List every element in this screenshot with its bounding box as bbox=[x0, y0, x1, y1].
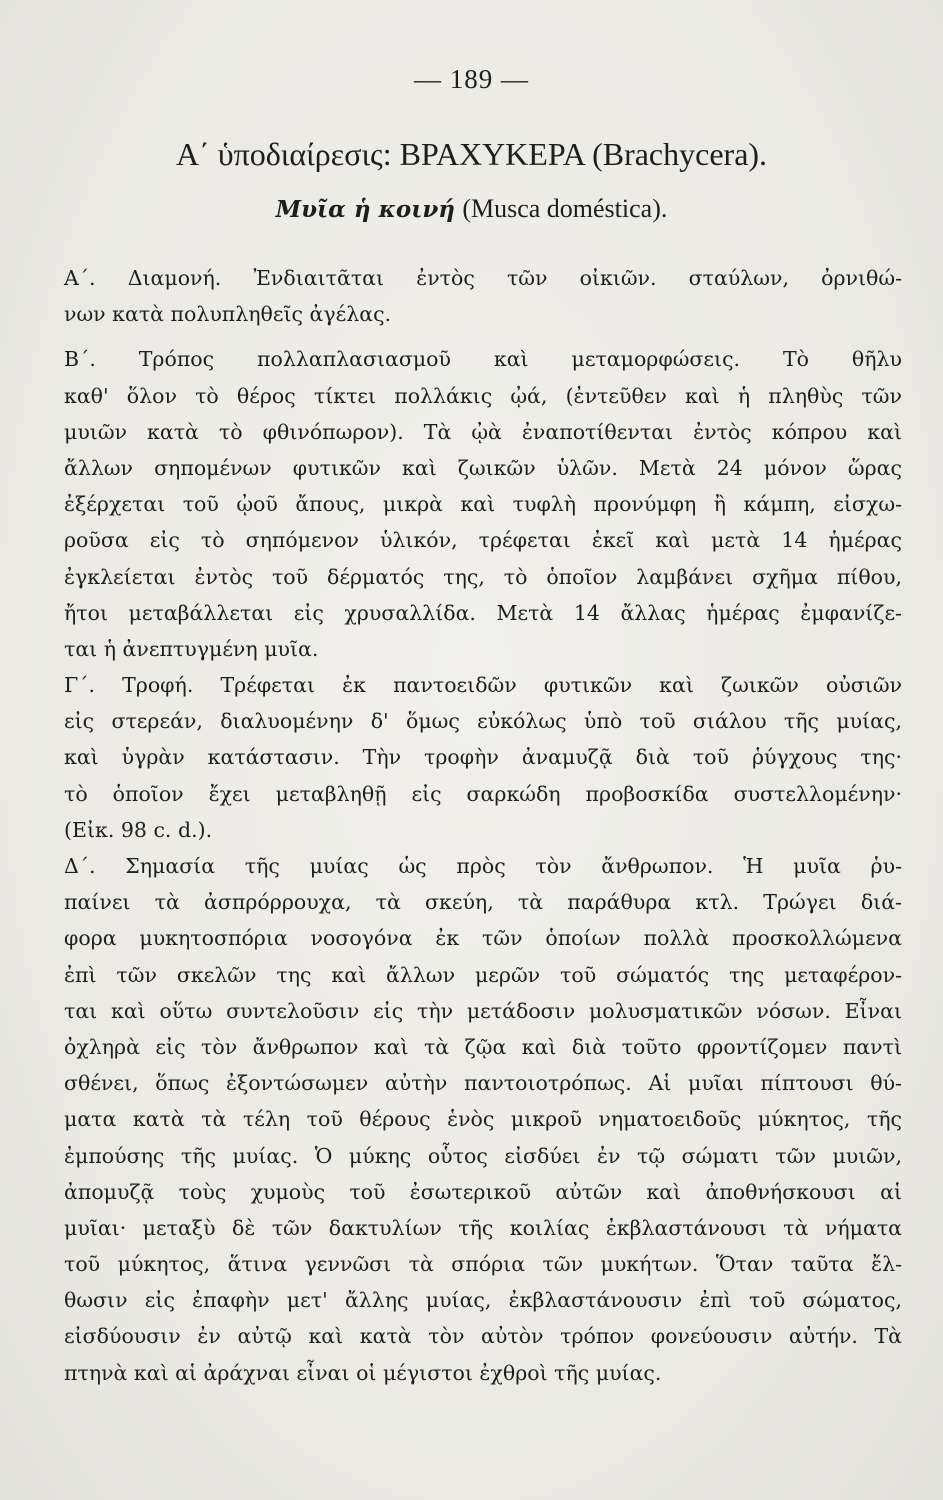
text-line: (Εἰκ. 98 c. d.). bbox=[64, 817, 213, 842]
text-line: Γ΄. Τροφή. Τρέφεται ἐκ παντοειδῶν φυτικῶν καὶ ζωικῶν οὐσιῶν bbox=[64, 673, 902, 698]
text-line: τὸ ὁποῖον ἔχει μεταβληθῇ εἰς σαρκώδη προβοσκίδα συστελλομένην· bbox=[64, 781, 902, 806]
text-line: εἰς στερεάν, διαλυομένην δ' ὅμως εὐκόλως ὑπὸ τοῦ σιάλου τῆς μυίας, bbox=[64, 709, 902, 734]
text-line: ροῦσα εἰς τὸ σηπόμενον ὑλικόν, τρέφεται ἐκεῖ καὶ μετὰ 14 ἡμέρας bbox=[64, 528, 902, 553]
species-latin-name: (Musca doméstica). bbox=[462, 194, 668, 223]
text-line: μυῖαι· μεταξὺ δὲ τῶν δακτυλίων τῆς κοιλίας ἐκβλαστάνουσι τὰ νήματα bbox=[64, 1215, 902, 1240]
text-line: ἐπὶ τῶν σκελῶν της καὶ ἄλλων μερῶν τοῦ σώματός της μεταφέρον- bbox=[64, 962, 902, 987]
species-heading bbox=[0, 194, 943, 224]
text-line: ἐγκλείεται ἐντὸς τοῦ δέρματός της, τὸ ὁποῖον λαμβάνει σχῆμα πίθου, bbox=[64, 564, 902, 589]
text-line: παίνει τὰ ἀσπρόρρουχα, τὰ σκεύη, τὰ παράθυρα κτλ. Τρώγει διά- bbox=[64, 890, 902, 915]
text-line: ται ἡ ἀνεπτυγμένη μυῖα. bbox=[64, 636, 319, 661]
text-line: καθ' ὅλον τὸ θέρος τίκτει πολλάκις ᾠά, (ἐντεῦθεν καὶ ἡ πληθὺς τῶν bbox=[64, 383, 902, 408]
page-number: — 189 — bbox=[414, 64, 529, 94]
text-line: Β΄. Τρόπος πολλαπλασιασμοῦ καὶ μεταμορφώσεις. Τὸ θῆλυ bbox=[64, 347, 902, 372]
text-line: ματα κατὰ τὰ τέλη τοῦ θέρους ἑνὸς μικροῦ νηματοειδοῦς μύκητος, τῆς bbox=[64, 1107, 902, 1132]
species-greek-name: Μυῖα ἡ κοινή bbox=[275, 196, 455, 223]
text-line: καὶ ὑγρὰν κατάστασιν. Τὴν τροφὴν ἀναμυζᾷ διὰ τοῦ ῥύγχους της· bbox=[64, 745, 902, 770]
text-line: θωσιν εἰς ἐπαφὴν μετ' ἄλλης μυίας, ἐκβλαστάνουσιν ἐπὶ τοῦ σώματος, bbox=[64, 1288, 902, 1313]
text-line: ἐξέρχεται τοῦ ᾠοῦ ἄπους, μικρὰ καὶ τυφλὴ προνύμφη ἢ κάμπη, εἰσχω- bbox=[64, 492, 902, 517]
text-line: ὀχληρὰ εἰς τὸν ἄνθρωπον καὶ τὰ ζῷα καὶ διὰ τοῦτο φροντίζομεν παντὶ bbox=[64, 1034, 902, 1059]
text-line: Δ΄. Σημασία τῆς μυίας ὡς πρὸς τὸν ἄνθρωπον. Ἡ μυῖα ῥυ- bbox=[64, 854, 902, 878]
text-line: ἀπομυζᾷ τοὺς χυμοὺς τοῦ ἐσωτερικοῦ αὐτῶν καὶ ἀποθνήσκουσι αἱ bbox=[64, 1179, 902, 1204]
text-line: ται καὶ οὕτω συντελοῦσιν εἰς τὴν μετάδοσιν μολυσματικῶν νόσων. Εἶναι bbox=[64, 998, 902, 1023]
body-text bbox=[64, 260, 902, 1391]
text-line: νων κατὰ πολυπληθεῖς ἀγέλας. bbox=[64, 302, 392, 327]
text-line: φορα μυκητοσπόρια νοσογόνα ἐκ τῶν ὁποίων πολλὰ προσκολλώμενα bbox=[64, 926, 902, 951]
text-line: ἤτοι μεταβάλλεται εἰς χρυσαλλίδα. Μετὰ 14 ἄλλας ἡμέρας ἐμφανίζε- bbox=[64, 600, 902, 625]
text-line: πτηνὰ καὶ αἱ ἀράχναι εἶναι οἱ μέγιστοι ἐχθροὶ τῆς μυίας. bbox=[64, 1360, 662, 1385]
text-line: Α΄. Διαμονή. Ἐνδιαιτᾶται ἐντὸς τῶν οἰκιῶν. σταύλων, ὀρνιθώ- bbox=[64, 266, 902, 290]
text-line: σθένει, ὅπως ἐξοντώσωμεν αὐτὴν παντοιοτρόπως. Αἱ μυῖαι πίπτουσι θύ- bbox=[64, 1071, 902, 1096]
text-line: μυιῶν κατὰ τὸ φθινόπωρον). Τὰ ᾠὰ ἐναποτίθενται ἐντὸς κόπρου καὶ bbox=[64, 419, 902, 444]
text-line: ἄλλων σηπομένων φυτικῶν καὶ ζωικῶν ὑλῶν. Μετὰ 24 μόνον ὥρας bbox=[64, 455, 902, 480]
text-line: τοῦ μύκητος, ἅτινα γεννῶσι τὰ σπόρια τῶν μυκήτων. Ὅταν ταῦτα ἔλ- bbox=[64, 1252, 902, 1277]
section-heading: Α΄ ὑποδιαίρεσις: ΒΡΑΧΥΚΕΡΑ (Brachycera). bbox=[175, 136, 768, 172]
text-line: ἐμπούσης τῆς μυίας. Ὁ μύκης οὗτος εἰσδύει ἐν τῷ σώματι τῶν μυιῶν, bbox=[64, 1143, 902, 1168]
text-line: εἰσδύουσιν ἐν αὐτῷ καὶ κατὰ τὸν αὐτὸν τρόπον φονεύουσιν αὐτήν. Τὰ bbox=[64, 1324, 902, 1349]
